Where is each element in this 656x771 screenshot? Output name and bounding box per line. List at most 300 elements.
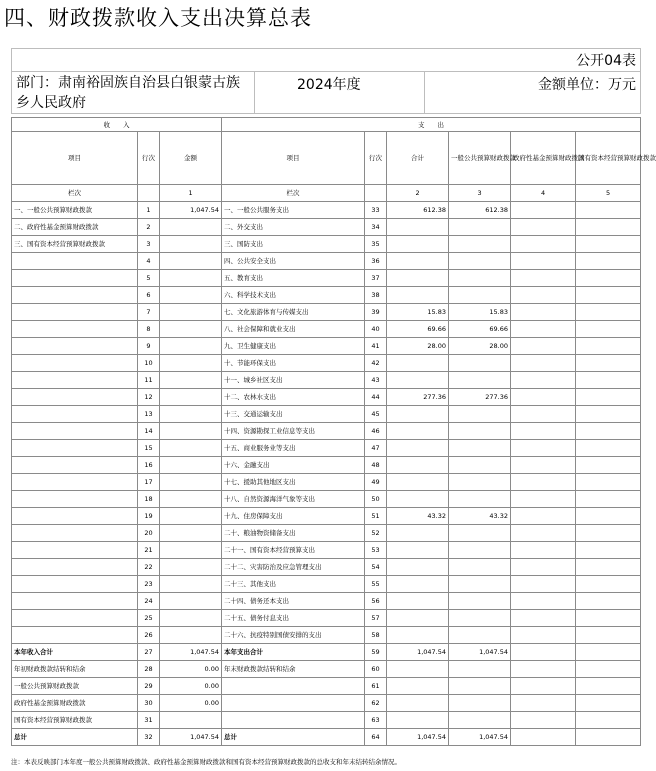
income-item [12,304,138,321]
income-line-no: 21 [138,542,160,559]
income-line-no: 26 [138,627,160,644]
income-line-no: 18 [138,491,160,508]
expense-line-no: 63 [365,712,387,729]
expense-item: 二十二、灾害防治及应急管理支出 [222,559,365,576]
expense-line-no: 47 [365,440,387,457]
form-code: 公开04表 [576,53,636,69]
income-line-no: 6 [138,287,160,304]
income-item: 总计 [12,729,138,746]
income-line-no: 17 [138,474,160,491]
state-capital-amount [576,440,641,457]
department-name: 部门：肃南裕固族自治县白银蒙古族乡人民政府 [16,75,240,111]
income-item: 政府性基金预算财政拨款 [12,695,138,712]
table-row [12,372,641,389]
expense-item: 十八、自然资源海洋气象等支出 [222,491,365,508]
expense-line-no: 50 [365,491,387,508]
income-line-no: 8 [138,321,160,338]
expense-total [387,406,449,423]
empty-cell [365,185,387,202]
income-line-no: 11 [138,372,160,389]
table-row [12,219,641,236]
expense-total [387,372,449,389]
expense-item: 二十四、债务还本支出 [222,593,365,610]
expense-total [387,253,449,270]
income-item [12,610,138,627]
state-capital-amount [576,474,641,491]
expense-line-no: 56 [365,593,387,610]
income-amount [160,508,222,525]
expense-total [387,678,449,695]
expense-item: 二十五、债务付息支出 [222,610,365,627]
state-capital-amount [576,423,641,440]
income-line-header: 行次 [138,132,160,185]
income-amount [160,559,222,576]
expense-total: 277.36 [387,389,449,406]
income-amount [160,338,222,355]
income-line-no: 5 [138,270,160,287]
expense-line-no: 35 [365,236,387,253]
expense-item: 二、外交支出 [222,219,365,236]
expense-item: 总计 [222,729,365,746]
income-item [12,270,138,287]
expense-total [387,423,449,440]
state-capital-amount [576,627,641,644]
state-capital-amount [576,406,641,423]
state-capital-amount [576,287,641,304]
income-line-no: 3 [138,236,160,253]
expense-item: 十、节能环保支出 [222,355,365,372]
income-amount [160,321,222,338]
gov-fund-amount [511,304,576,321]
expense-item: 十六、金融支出 [222,457,365,474]
income-line-no: 20 [138,525,160,542]
row-label: 栏次 [12,185,138,202]
expense-line-no: 40 [365,321,387,338]
income-line-no: 15 [138,440,160,457]
income-item [12,542,138,559]
state-capital-amount [576,389,641,406]
gov-fund-amount [511,712,576,729]
table-row [12,389,641,406]
expense-line-no: 62 [365,695,387,712]
income-item [12,525,138,542]
state-capital-amount [576,219,641,236]
table-row [12,355,641,372]
income-line-no: 1 [138,202,160,219]
state-capital-amount [576,525,641,542]
table-row [12,253,641,270]
income-amount [160,542,222,559]
gov-fund-amount [511,729,576,746]
gov-fund-amount [511,202,576,219]
income-item [12,423,138,440]
state-capital-amount [576,236,641,253]
col-index: 1 [160,185,222,202]
expense-item: 十四、资源勘探工业信息等支出 [222,423,365,440]
income-line-no: 28 [138,661,160,678]
income-amount: 1,047.54 [160,644,222,661]
expense-total [387,236,449,253]
table-row [12,474,641,491]
general-budget-amount [449,457,511,474]
expense-line-no: 33 [365,202,387,219]
income-item-header: 项目 [12,132,138,185]
expense-line-no: 54 [365,559,387,576]
expense-total [387,287,449,304]
total-header: 合计 [387,132,449,185]
state-capital-amount [576,253,641,270]
col-index: 3 [449,185,511,202]
gov-fund-amount [511,236,576,253]
income-line-no: 13 [138,406,160,423]
expense-line-no: 57 [365,610,387,627]
state-capital-amount [576,712,641,729]
expense-item: 十三、交通运输支出 [222,406,365,423]
expense-line-no: 52 [365,525,387,542]
state-capital-amount [576,491,641,508]
gov-fund-amount [511,423,576,440]
table-row [12,406,641,423]
table-row [12,423,641,440]
general-budget-amount: 1,047.54 [449,644,511,661]
table-row [12,321,641,338]
general-budget-amount [449,695,511,712]
gov-fund-amount [511,338,576,355]
expense-line-no: 34 [365,219,387,236]
income-item [12,593,138,610]
expense-item: 九、卫生健康支出 [222,338,365,355]
table-row [12,270,641,287]
expense-line-no: 61 [365,678,387,695]
expense-item: 十五、商业服务业等支出 [222,440,365,457]
table-row [12,729,641,746]
state-capital-amount [576,321,641,338]
expense-item: 十一、城乡社区支出 [222,372,365,389]
expense-line-no: 37 [365,270,387,287]
expense-item: 二十、粮油物资储备支出 [222,525,365,542]
expense-line-no: 41 [365,338,387,355]
general-budget-amount: 1,047.54 [449,729,511,746]
expense-line-no: 44 [365,389,387,406]
expense-line-no: 46 [365,423,387,440]
income-line-no: 24 [138,593,160,610]
income-item: 一般公共预算财政拨款 [12,678,138,695]
state-capital-amount [576,457,641,474]
income-amount [160,355,222,372]
expense-line-no: 53 [365,542,387,559]
expense-item: 二十三、其他支出 [222,576,365,593]
income-line-no: 9 [138,338,160,355]
state-capital-amount [576,593,641,610]
gov-fund-amount [511,644,576,661]
gov-fund-amount [511,695,576,712]
general-budget-amount [449,627,511,644]
state-capital-amount [576,678,641,695]
expense-total: 1,047.54 [387,729,449,746]
expense-total: 612.38 [387,202,449,219]
general-budget-amount [449,219,511,236]
general-budget-amount [449,423,511,440]
general-budget-amount: 277.36 [449,389,511,406]
column-index-row [12,185,641,202]
general-budget-amount [449,712,511,729]
expense-item: 五、教育支出 [222,270,365,287]
table-row [12,508,641,525]
income-line-no: 32 [138,729,160,746]
income-amount [160,491,222,508]
expense-total [387,627,449,644]
income-line-no: 30 [138,695,160,712]
gov-fund-amount [511,627,576,644]
expense-total [387,440,449,457]
expense-line-no: 51 [365,508,387,525]
income-line-no: 16 [138,457,160,474]
expense-total [387,525,449,542]
income-amount [160,372,222,389]
income-amount [160,627,222,644]
income-amount-header: 金额 [160,132,222,185]
income-item: 年初财政拨款结转和结余 [12,661,138,678]
table-row [12,304,641,321]
fiscal-table [11,117,656,746]
income-item [12,253,138,270]
expense-total: 28.00 [387,338,449,355]
income-line-no: 23 [138,576,160,593]
expense-total [387,695,449,712]
income-line-no: 29 [138,678,160,695]
income-amount [160,440,222,457]
income-amount [160,236,222,253]
expense-total: 69.66 [387,321,449,338]
expense-item [222,712,365,729]
table-row [12,440,641,457]
table-row [12,236,641,253]
expense-line-no: 45 [365,406,387,423]
table-row [12,695,641,712]
row-label: 栏次 [222,185,365,202]
general-budget-amount: 43.32 [449,508,511,525]
gov-fund-amount [511,559,576,576]
gov-fund-amount [511,389,576,406]
income-line-no: 14 [138,423,160,440]
expense-total [387,576,449,593]
expense-header: 支 出 [222,118,641,132]
expense-item: 本年支出合计 [222,644,365,661]
expense-total [387,474,449,491]
expense-total [387,610,449,627]
col-index: 2 [387,185,449,202]
gov-fund-amount [511,610,576,627]
general-budget-amount [449,559,511,576]
general-budget-amount [449,610,511,627]
income-line-no: 7 [138,304,160,321]
income-line-no: 10 [138,355,160,372]
expense-line-no: 59 [365,644,387,661]
income-amount [160,389,222,406]
gov-fund-amount [511,542,576,559]
income-item [12,372,138,389]
income-item: 国有资本经营预算财政拨款 [12,712,138,729]
expense-line-no: 48 [365,457,387,474]
gov-fund-amount [511,355,576,372]
income-item [12,508,138,525]
expense-total [387,355,449,372]
income-item [12,321,138,338]
gov-fund-amount [511,661,576,678]
expense-item: 二十六、抗疫特别国债安排的支出 [222,627,365,644]
gov-fund-amount [511,525,576,542]
gov-fund-amount [511,678,576,695]
expense-total [387,712,449,729]
income-amount: 1,047.54 [160,729,222,746]
state-capital-amount [576,338,641,355]
table-row [12,661,641,678]
income-amount: 0.00 [160,695,222,712]
state-capital-amount [576,270,641,287]
expense-line-no: 55 [365,576,387,593]
gov-fund-amount [511,372,576,389]
income-line-no: 22 [138,559,160,576]
income-item [12,559,138,576]
general-budget-amount [449,372,511,389]
income-amount: 0.00 [160,661,222,678]
state-capital-amount [576,372,641,389]
income-amount [160,457,222,474]
table-row [12,491,641,508]
expense-item: 年末财政拨款结转和结余 [222,661,365,678]
income-item [12,440,138,457]
state-capital-amount [576,542,641,559]
state-capital-amount [576,304,641,321]
report-header [11,48,641,114]
expense-line-no: 64 [365,729,387,746]
group-header-row [12,118,641,132]
general-budget-amount: 15.83 [449,304,511,321]
state-capital-amount [576,355,641,372]
general-budget-amount [449,593,511,610]
gov-fund-amount [511,508,576,525]
expense-item-header: 项目 [222,132,365,185]
divider [12,71,640,72]
expense-total [387,457,449,474]
expense-total [387,559,449,576]
state-capital-amount [576,559,641,576]
state-capital-amount [576,508,641,525]
income-item: 三、国有资本经营预算财政拨款 [12,236,138,253]
expense-total [387,661,449,678]
table-row [12,712,641,729]
state-capital-header: 国有资本经营预算财政拨款 [576,132,641,185]
income-item: 二、政府性基金预算财政拨款 [12,219,138,236]
income-item [12,338,138,355]
general-budget-amount: 612.38 [449,202,511,219]
table-row [12,525,641,542]
expense-line-no: 60 [365,661,387,678]
general-budget-amount [449,236,511,253]
general-budget-amount [449,525,511,542]
expense-total: 15.83 [387,304,449,321]
income-line-no: 27 [138,644,160,661]
expense-line-no: 36 [365,253,387,270]
general-budget-amount [449,440,511,457]
table-row [12,457,641,474]
expense-total: 1,047.54 [387,644,449,661]
income-amount [160,712,222,729]
expense-line-header: 行次 [365,132,387,185]
general-budget-amount [449,661,511,678]
income-amount [160,253,222,270]
col-index: 4 [511,185,576,202]
expense-total [387,219,449,236]
general-budget-amount [449,355,511,372]
expense-item: 七、文化旅游体育与传媒支出 [222,304,365,321]
expense-line-no: 38 [365,287,387,304]
income-line-no: 19 [138,508,160,525]
general-budget-amount: 69.66 [449,321,511,338]
income-amount [160,525,222,542]
expense-item [222,678,365,695]
income-item: 本年收入合计 [12,644,138,661]
general-budget-amount: 28.00 [449,338,511,355]
income-item [12,389,138,406]
table-row [12,202,641,219]
expense-line-no: 43 [365,372,387,389]
gov-fund-amount [511,270,576,287]
gov-fund-header: 政府性基金预算财政拨款 [511,132,576,185]
income-amount [160,304,222,321]
expense-item: 一、一般公共服务支出 [222,202,365,219]
gov-fund-amount [511,406,576,423]
income-item [12,474,138,491]
page-title: 四、财政拨款收入支出决算总表 [4,6,312,30]
income-item [12,406,138,423]
income-amount [160,610,222,627]
divider [254,71,255,113]
expense-line-no: 49 [365,474,387,491]
empty-cell [138,185,160,202]
general-budget-amount [449,253,511,270]
general-budget-amount [449,542,511,559]
income-item [12,355,138,372]
gov-fund-amount [511,287,576,304]
state-capital-amount [576,695,641,712]
income-amount [160,406,222,423]
gov-fund-amount [511,576,576,593]
expense-total [387,270,449,287]
expense-total [387,491,449,508]
income-amount [160,287,222,304]
gov-fund-amount [511,219,576,236]
general-budget-header: 一般公共预算财政拨款 [449,132,511,185]
income-amount [160,474,222,491]
expense-item [222,695,365,712]
expense-total: 43.32 [387,508,449,525]
table-row [12,644,641,661]
column-header-row [12,132,641,185]
divider [424,71,425,113]
gov-fund-amount [511,491,576,508]
table-row [12,627,641,644]
amount-unit: 金额单位：万元 [538,77,636,93]
general-budget-amount [449,678,511,695]
table-row [12,338,641,355]
income-amount: 0.00 [160,678,222,695]
state-capital-amount [576,729,641,746]
income-line-no: 2 [138,219,160,236]
income-header: 收 入 [12,118,222,132]
gov-fund-amount [511,321,576,338]
expense-item: 八、社会保障和就业支出 [222,321,365,338]
